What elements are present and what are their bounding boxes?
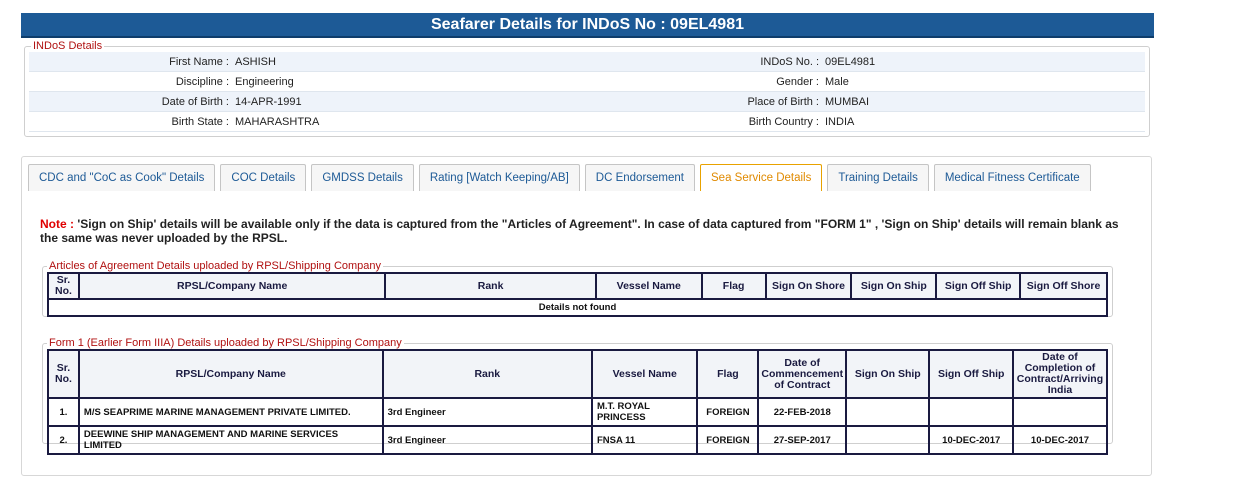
col-flag: Flag xyxy=(697,350,758,398)
tab-gmdss-details[interactable]: GMDSS Details xyxy=(311,164,414,191)
tab-medical-fitness-certificate[interactable]: Medical Fitness Certificate xyxy=(934,164,1091,191)
cell-sign-off-ship xyxy=(929,398,1012,426)
col-sign-off-shore: Sign Off Shore xyxy=(1020,273,1107,299)
col-sign-on-ship: Sign On Ship xyxy=(851,273,936,299)
table-row xyxy=(48,299,1107,316)
tab-coc-details[interactable]: COC Details xyxy=(220,164,306,191)
place-of-birth-label: Place of Birth : xyxy=(747,96,819,108)
cell-company-name: M/S SEAPRIME MARINE MANAGEMENT PRIVATE LIMITED. xyxy=(79,398,383,426)
cell-rank: 3rd Engineer xyxy=(383,398,592,426)
indos-row xyxy=(29,52,1145,72)
details-panel xyxy=(21,156,1152,476)
indos-row xyxy=(29,92,1145,112)
dob-label: Date of Birth : xyxy=(161,96,229,108)
tab-bar xyxy=(28,164,1096,191)
birth-state-label: Birth State : xyxy=(171,116,229,128)
cell-flag: FOREIGN xyxy=(697,398,758,426)
col-sr-no: Sr. No. xyxy=(48,350,79,398)
place-of-birth-value: MUMBAI xyxy=(825,96,869,108)
col-sign-off-ship: Sign Off Ship xyxy=(929,350,1012,398)
articles-of-agreement-section xyxy=(42,260,1113,317)
gender-label: Gender : xyxy=(776,76,819,88)
col-company-name: RPSL/Company Name xyxy=(79,350,383,398)
page-title: Seafarer Details for INDoS No : 09EL4981 xyxy=(21,13,1154,38)
col-sign-off-ship: Sign Off Ship xyxy=(936,273,1020,299)
col-sign-on-shore: Sign On Shore xyxy=(766,273,852,299)
indos-no-value: 09EL4981 xyxy=(825,56,876,68)
tab-dc-endorsement[interactable]: DC Endorsement xyxy=(585,164,695,191)
details-not-found: Details not found xyxy=(48,299,1107,316)
cell-completion-date: 10-DEC-2017 xyxy=(1013,426,1107,454)
first-name-label: First Name : xyxy=(169,56,229,68)
indos-details-legend: INDoS Details xyxy=(33,40,103,52)
sign-on-note xyxy=(40,217,1120,245)
col-rank: Rank xyxy=(385,273,596,299)
cell-sign-on-ship xyxy=(846,398,929,426)
discipline-value: Engineering xyxy=(235,76,294,88)
cell-rank: 3rd Engineer xyxy=(383,426,592,454)
indos-row xyxy=(29,72,1145,92)
indos-row xyxy=(29,112,1145,132)
gender-value: Male xyxy=(825,76,849,88)
articles-legend: Articles of Agreement Details uploaded by RPSL/Shipping Company xyxy=(49,260,382,272)
tab-cdc-coc-cook[interactable]: CDC and "CoC as Cook" Details xyxy=(28,164,215,191)
birth-country-label: Birth Country : xyxy=(748,116,819,128)
col-completion-date: Date of Completion of Contract/Arriving India xyxy=(1013,350,1107,398)
col-vessel-name: Vessel Name xyxy=(596,273,702,299)
note-label: Note : xyxy=(40,217,74,231)
birth-country-value: INDIA xyxy=(825,116,855,128)
col-vessel-name: Vessel Name xyxy=(592,350,698,398)
col-flag: Flag xyxy=(702,273,766,299)
discipline-label: Discipline : xyxy=(175,76,229,88)
birth-state-value: MAHARASHTRA xyxy=(235,116,320,128)
note-text: 'Sign on Ship' details will be available only if the data is captured from the "Articles of Agreement". In case of data captured from "FORM 1" , 'Sign on Ship' details will remain blank as the same was never uploaded by the RPSL. xyxy=(40,217,1119,245)
cell-sr-no: 1. xyxy=(48,398,79,426)
form1-section xyxy=(42,337,1113,451)
cell-commencement-date: 22-FEB-2018 xyxy=(758,398,846,426)
table-header-row xyxy=(48,273,1107,299)
col-commencement-date: Date of Commencement of Contract xyxy=(758,350,846,398)
articles-table xyxy=(47,272,1108,317)
col-sr-no: Sr. No. xyxy=(48,273,79,299)
form1-table xyxy=(47,349,1108,455)
cell-company-name: DEEWINE SHIP MANAGEMENT AND MARINE SERVICES LIMITED xyxy=(79,426,383,454)
cell-completion-date xyxy=(1013,398,1107,426)
table-row xyxy=(48,398,1107,426)
indos-details-section xyxy=(24,40,1150,137)
tab-rating-watch-keeping[interactable]: Rating [Watch Keeping/AB] xyxy=(419,164,580,191)
col-company-name: RPSL/Company Name xyxy=(79,273,385,299)
cell-flag: FOREIGN xyxy=(697,426,758,454)
dob-value: 14-APR-1991 xyxy=(235,96,302,108)
indos-no-label: INDoS No. : xyxy=(760,56,819,68)
col-rank: Rank xyxy=(383,350,592,398)
tab-training-details[interactable]: Training Details xyxy=(827,164,928,191)
form1-legend: Form 1 (Earlier Form IIIA) Details uploaded by RPSL/Shipping Company xyxy=(49,337,402,349)
first-name-value: ASHISH xyxy=(235,56,276,68)
cell-vessel-name: M.T. ROYAL PRINCESS xyxy=(592,398,698,426)
table-header-row xyxy=(48,350,1107,398)
col-sign-on-ship: Sign On Ship xyxy=(846,350,929,398)
cell-sign-off-ship: 10-DEC-2017 xyxy=(929,426,1012,454)
table-row xyxy=(48,426,1107,454)
cell-vessel-name: FNSA 11 xyxy=(592,426,698,454)
tab-sea-service-details[interactable]: Sea Service Details xyxy=(700,164,822,191)
cell-sr-no: 2. xyxy=(48,426,79,454)
cell-sign-on-ship xyxy=(846,426,929,454)
cell-commencement-date: 27-SEP-2017 xyxy=(758,426,846,454)
